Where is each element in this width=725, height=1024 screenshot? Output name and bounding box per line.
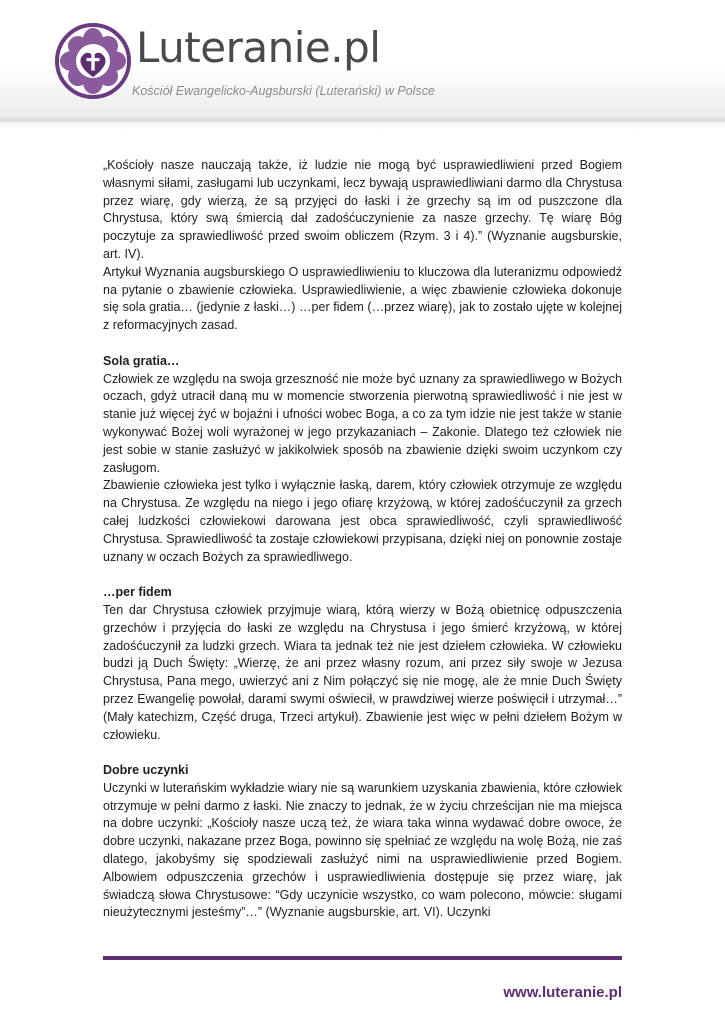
section-paragraph: Ten dar Chrystusa człowiek przyjmuje wiarą, którą wierzy w Bożą obietnicę odpuszczenia grzechów i przyjęcia do łaski ze względu na Chrystusa i jego śmierć krzyżową, w której zadośćuczynił za ludzki grzech. Wiara ta jednak też nie jest dziełem człowieka. W człowieku budzi ją Duch Święty: „Wierzę, że ani przez własny rozum, ani przez siły swoje w Jezusa Chrystusa, Pana mego, uwierzyć ani z Nim połączyć się nie mogę, ale że mnie Duch Święty przez Ewangelię powołał, darami swymi oświecił, w prawdziwej wierze poświęcił i utrzymał…” (Mały katechizm, Część druga, Trzeci artykuł). Zbawienie jest więc w pełni dziełem Bożym w człowieku.: [103, 602, 622, 742]
section-heading-per-fidem: …per fidem: [103, 585, 172, 600]
intro-quote: „Kościoły nasze nauczają także, iż ludzie nie mogą być usprawiedliwieni przed Bogiem własnymi siłami, zasługami lub uczynkami, lecz bywają usprawiedliwiani darmo dla Chrystusa przez wiarę, gdy wierzą, że są przyjęci do łaski i że grzechy są im od puszczone dla Chrystusa, który swą śmiercią dał zadośćuczynienie za nasze grzechy. Tę wiarę Bóg poczytuje za sprawiedliwość przed swoim obliczem (Rzym. 3 i 4).” (Wyznanie augsburskie, art. IV).: [103, 158, 622, 261]
luther-rose-icon[interactable]: [54, 22, 132, 100]
footer-url-link[interactable]: www.luteranie.pl: [503, 984, 622, 1001]
section-paragraph: Uczynki w luterańskim wykładzie wiary nie są warunkiem uzyskania zbawienia, które człowiek otrzymuje w pełni darmo z łaski. Nie znaczy to jednak, że w życiu chrześcijan nie ma miejsca na dobre uczynki: „Kościoły nasze uczą też, że wiara taka winna wydawać dobre owoce, że dobre uczynki, nakazane przez Boga, powinno się spełniać ze względu na wolę Bożą, nie zaś dlatego, jakobyśmy się spodziewali zasłużyć nimi na usprawiedliwienie przed Bogiem. Albowiem odpuszczenia grzechów i usprawiedliwienia dostępuje się przez wiarę, jak świadczą słowa Chrystusowe: “Gdy uczynicie wszystko, co wam polecono, mówcie: sługami nieużytecznymi jesteśmy”…” (Wyznanie augsburskie, art. VI). Uczynki: [103, 780, 622, 920]
section-heading-sola-gratia: Sola gratia…: [103, 353, 180, 368]
site-tagline: Kościół Ewangelicko-Augsburski (Luterański) w Polsce: [132, 84, 435, 98]
section-paragraph: Zbawienie człowieka jest tylko i wyłącznie łaską, darem, który człowiek otrzymuje ze względu na Chrystusa. Ze względu na niego i jego ofiarę krzyżową, w której zadośćuczynił za grzech całej ludzkości człowiekowi darowana jest obca sprawiedliwość, czyli sprawiedliwość Chrystusa. Sprawiedliwość ta zostaje człowiekowi przypisana, dzięki niej on ponownie zostaje uznany w oczach Bożych za sprawiedliwego.: [103, 478, 623, 564]
intro-text: Artykuł Wyznania augsburskiego O usprawiedliwieniu to kluczowa dla luteranizmu odpowiedź na pytanie o zbawienie człowieka. Usprawiedliwienie, a więc zbawienie człowieka dokonuje się sola gratia… (jedynie z łaski…) …per fidem (…przez wiarę), jak to zostało ujęte w kolejnej z reformacyjnych zasad.: [103, 264, 622, 333]
footer-divider: [103, 956, 622, 960]
header-shadow: [0, 118, 725, 130]
section-paragraph: Człowiek ze względu na swoja grzeszność nie może być uznany za sprawiedliwego w Bożych oczach, gdyż utracił daną mu w momencie stworzenia pierwotną sprawiedliwość i nie jest w stanie już więcej żyć w bojaźni i ufności wobec Boga, a co za tym idzie nie jest także w stanie wykonywać Bożej woli wyrażonej w jego przykazaniach – Zakonie. Dlatego też człowiek nie jest sobie w stanie zasłużyć w jakikolwiek sposób na zbawienie dzięki swoim uczynkom czy zasługom.: [103, 371, 622, 475]
site-name[interactable]: Luteranie.pl: [136, 23, 381, 72]
section-heading-dobre-uczynki: Dobre uczynki: [103, 763, 189, 778]
article-body: [103, 157, 622, 922]
